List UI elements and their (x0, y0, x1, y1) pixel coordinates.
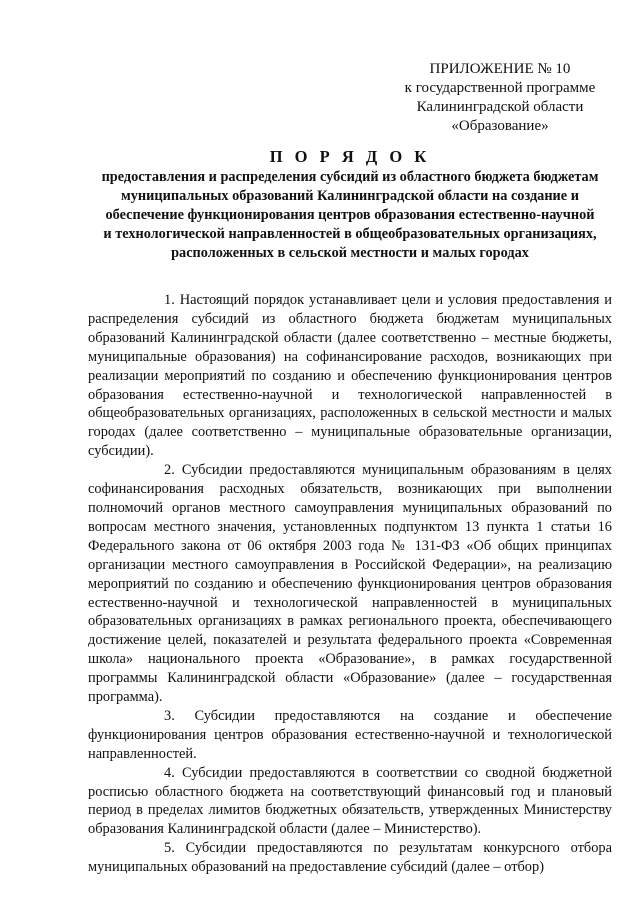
document-subtitle: предоставления и распределения субсидий из областного бюджета бюджетам муниципальных образований Калининградской области на создание и обеспечение функционирования центров образования естественно-научной и технологической направленностей в общеобразовательных организациях, расположенных в сельской местности и малых городах (101, 169, 599, 261)
document-body (88, 291, 612, 877)
paragraph-text: Субсидии предоставляются по результатам конкурсного отбора муниципальных образований на предоставление субсидий (далее – отбор) (88, 840, 612, 876)
paragraph-number: 2. (164, 462, 175, 479)
paragraph-number: 3. (164, 707, 175, 724)
appendix-header (388, 60, 612, 136)
appendix-program: к государственной программе (404, 80, 596, 96)
paragraph (88, 461, 612, 707)
paragraph (88, 839, 612, 877)
paragraph-text: Настоящий порядок устанавливает цели и условия предоставления и распределения субсидий из областного бюджета бюджетам муниципальных образований Калининградской области (далее соответственно – местные бюджеты, муниципальные образования) на софинансирование расходов, возникающих при реализации мероприятий по созданию и обеспечению функционирования центров образования естественно-научной и технологической направленностей в общеобразовательных организациях, расположенных в сельской местности и малых городах (далее соответственно – муниципальные образовательные организации, субсидии). (88, 292, 612, 460)
paragraph-number: 1. (164, 292, 175, 308)
paragraph-number: 4. (164, 764, 175, 781)
paragraph-number: 5. (164, 840, 175, 857)
paragraph-text: Субсидии предоставляются на создание и обеспечение функционирования центров образования естественно-научной и технологической направленностей. (88, 707, 612, 762)
paragraph-text: Субсидии предоставляются муниципальным образованиям в целях софинансирования расходных обязательств, возникающих при выполнении полномочий органов местного самоуправления муниципальных образований по вопросам местного значения, установленных подпунктом 13 пункта 1 статьи 16 Федерального закона от 06 октября 2003 года № 131-ФЗ «Об общих принципах организации местного самоуправления в Российской Федерации», на реализацию мероприятий по созданию и обеспечению функционирования центров образования естественно-научной и технологической направленностей в муниципальных образовательных организациях в рамках регионального проекта, обеспечивающего достижение целей, показателей и результата федерального проекта «Современная школа» национального проекта «Образование», в рамках государственной программы Калининградской области «Образование» (далее – государственная программа). (88, 462, 612, 706)
appendix-program-name: «Образование» (451, 118, 549, 134)
paragraph (88, 707, 612, 764)
appendix-region: Калининградской области (416, 99, 584, 115)
paragraph-text: Субсидии предоставляются в соответствии со сводной бюджетной росписью областного бюджета на соответствующий финансовый год и плановый период в пределах лимитов бюджетных обязательств, утвержденных Министерству образования Калининградской области (далее – Министерство). (88, 764, 612, 838)
paragraph (88, 291, 612, 461)
paragraph (88, 764, 612, 840)
document-title: П О Р Я Д О К (269, 147, 431, 166)
appendix-number: ПРИЛОЖЕНИЕ № 10 (429, 61, 571, 77)
